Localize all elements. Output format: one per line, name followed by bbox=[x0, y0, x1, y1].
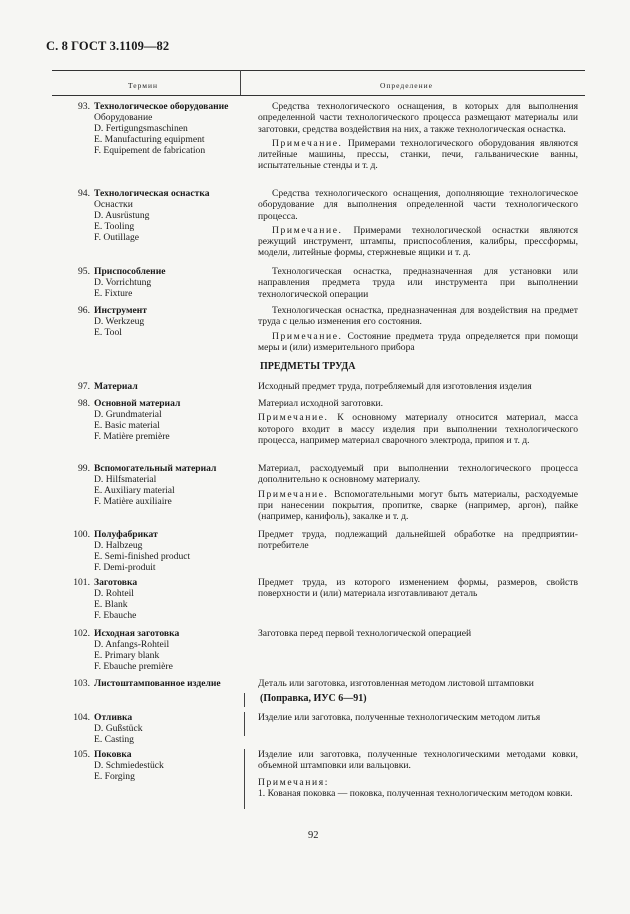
term-foreign: F. Equipement de fabrication bbox=[94, 145, 206, 156]
definition-text: Изделие или заготовка, полученные технологическими методами ковки, объемной штамповки или вальцовки. bbox=[258, 749, 578, 772]
term-foreign: D. Fertigungsmaschinen bbox=[94, 123, 188, 134]
definition-note: Примечание. Состояние предмета труда определяется при помощи меры и (или) измерительного прибора bbox=[258, 330, 578, 353]
column-header-definition: Определение bbox=[380, 81, 433, 90]
term-foreign: D. Schmiedestück bbox=[94, 760, 164, 771]
term-entry-102 bbox=[68, 628, 240, 672]
margin-mark bbox=[244, 749, 248, 809]
term-number: 101. bbox=[73, 577, 90, 588]
definition-text: Исходный предмет труда, потребляемый для изготовления изделия bbox=[258, 381, 532, 392]
margin-mark bbox=[244, 712, 248, 736]
term-foreign: F. Matière première bbox=[94, 431, 170, 442]
term-number: 94. bbox=[78, 188, 90, 199]
definition-note: Примечания: 1. Кованая поковка — поковка, полученная технологическим методом ковки. bbox=[258, 776, 573, 799]
term-foreign: E. Forging bbox=[94, 771, 135, 782]
term-name: Вспомогательный материал bbox=[94, 463, 217, 474]
margin-mark bbox=[244, 693, 248, 707]
table-top-rule bbox=[52, 70, 585, 71]
term-entry-97 bbox=[68, 381, 240, 392]
term-foreign: D. Anfangs-Rohteil bbox=[94, 639, 170, 650]
definition-98 bbox=[258, 398, 578, 446]
term-foreign: E. Tool bbox=[94, 327, 122, 338]
term-entry-100 bbox=[68, 529, 240, 573]
term-number: 96. bbox=[78, 305, 90, 316]
definition-text: Материал, расходуемый при выполнении технологического процесса дополнительно к основному материалу. bbox=[258, 463, 578, 486]
definition-text: Технологическая оснастка, предназначенная для воздействия на предмет труда с целью изменения его состояния. bbox=[258, 305, 578, 328]
definition-95 bbox=[258, 266, 578, 300]
term-name: Основной материал bbox=[94, 398, 181, 409]
definition-102 bbox=[258, 628, 578, 639]
term-foreign: E. Semi-finished product bbox=[94, 551, 191, 562]
term-foreign: E. Fixture bbox=[94, 288, 133, 299]
term-name: Инструмент bbox=[94, 305, 147, 316]
term-foreign: F. Demi-produit bbox=[94, 562, 156, 573]
term-synonym: Оборудование bbox=[94, 112, 153, 123]
definition-text: Предмет труда, из которого изменением формы, размеров, свойств поверхности и (или) материала изготавливают деталь bbox=[258, 577, 578, 600]
term-foreign: F. Ebauche première bbox=[94, 661, 173, 672]
term-foreign: F. Matière auxiliaire bbox=[94, 496, 172, 507]
definition-text: Средства технологического оснащения, дополняющие технологическое оборудование для выполнения определенной части технологического процесса. bbox=[258, 188, 578, 222]
page-header: С. 8 ГОСТ 3.1109—82 bbox=[46, 39, 170, 53]
definition-99 bbox=[258, 463, 578, 522]
term-entry-103 bbox=[68, 678, 240, 689]
definition-note: Примечание. Примерами технологического оборудования являются литейные машины, прессы, станки, печи, гальванические ванны, испытательные стенды и т. д. bbox=[258, 137, 578, 172]
term-foreign: D. Ausrüstung bbox=[94, 210, 150, 221]
definition-96 bbox=[258, 305, 578, 353]
term-name: Листоштампованное изделие bbox=[94, 678, 221, 689]
term-number: 105. bbox=[73, 749, 90, 760]
term-foreign: E. Tooling bbox=[94, 221, 135, 232]
definition-note: Примечание. Вспомогательными могут быть материалы, расходуемые при нанесении покрытия, пропитке, сварке (например, аргон), пайке (например, канифоль), закалке и т. д. bbox=[258, 488, 578, 523]
term-foreign: E. Manufacturing equipment bbox=[94, 134, 205, 145]
term-entry-93 bbox=[68, 101, 240, 156]
term-entry-104 bbox=[68, 712, 240, 745]
term-foreign: D. Gußstück bbox=[94, 723, 143, 734]
term-name: Технологическое оборудование bbox=[94, 101, 229, 112]
term-name: Поковка bbox=[94, 749, 132, 760]
term-foreign: E. Auxiliary material bbox=[94, 485, 175, 496]
term-number: 102. bbox=[73, 628, 90, 639]
term-foreign: E. Casting bbox=[94, 734, 134, 745]
term-foreign: D. Hilfsmaterial bbox=[94, 474, 157, 485]
term-foreign: D. Halbzeug bbox=[94, 540, 143, 551]
definition-text: Изделие или заготовка, полученные технологическим методом литья bbox=[258, 712, 541, 723]
definition-note: Примечание. Примерами технологической оснастки являются режущий инструмент, штампы, приспособления, калибры, прессформы, модели, литейные формы, стержневые ящики и т. д. bbox=[258, 224, 578, 259]
term-entry-101 bbox=[68, 577, 240, 621]
definition-97 bbox=[258, 381, 578, 392]
definition-103 bbox=[258, 678, 578, 689]
column-header-term: Термин bbox=[128, 81, 159, 90]
term-name: Технологическая оснастка bbox=[94, 188, 210, 199]
term-entry-96 bbox=[68, 305, 240, 338]
term-foreign: E. Blank bbox=[94, 599, 128, 610]
term-number: 103. bbox=[73, 678, 90, 689]
definition-105 bbox=[258, 749, 578, 799]
term-name: Материал bbox=[94, 381, 138, 392]
page-number: 92 bbox=[308, 830, 319, 841]
term-entry-99 bbox=[68, 463, 240, 507]
definition-text: Деталь или заготовка, изготовленная методом листовой штамповки bbox=[258, 678, 534, 689]
term-foreign: F. Ebauche bbox=[94, 610, 137, 621]
term-name: Отливка bbox=[94, 712, 133, 723]
definition-100 bbox=[258, 529, 578, 552]
definition-104 bbox=[258, 712, 578, 723]
column-divider bbox=[240, 70, 241, 95]
term-number: 98. bbox=[78, 398, 90, 409]
term-entry-94 bbox=[68, 188, 240, 243]
definition-text: Заготовка перед первой технологической операцией bbox=[258, 628, 472, 639]
term-entry-105 bbox=[68, 749, 240, 782]
term-foreign: F. Outillage bbox=[94, 232, 140, 243]
table-header-rule bbox=[52, 95, 585, 96]
definition-text: Средства технологического оснащения, в которых для выполнения определенной части технологического процесса размещают материалы или заготовки, средства воздействия на них, а также технологическая оснастка. bbox=[258, 101, 578, 135]
term-number: 95. bbox=[78, 266, 90, 277]
term-number: 100. bbox=[73, 529, 90, 540]
amendment-note: (Поправка, ИУС 6—91) bbox=[260, 693, 367, 704]
term-number: 97. bbox=[78, 381, 90, 392]
term-foreign: D. Vorrichtung bbox=[94, 277, 152, 288]
term-foreign: D. Rohteil bbox=[94, 588, 134, 599]
term-name: Полуфабрикат bbox=[94, 529, 158, 540]
section-title: ПРЕДМЕТЫ ТРУДА bbox=[260, 361, 356, 372]
definition-text: Материал исходной заготовки. bbox=[258, 398, 384, 409]
definition-text: Технологическая оснастка, предназначенная для установки или направления предмета труда или инструмента при выполнении технологической операции bbox=[258, 266, 578, 300]
definition-note: Примечание. К основному материалу относится материал, масса которого входит в массу изделия при выполнении технологического процесса, например материал сварочного электрода, припоя и т. д. bbox=[258, 412, 578, 446]
definition-93 bbox=[258, 101, 578, 172]
term-number: 99. bbox=[78, 463, 90, 474]
term-number: 93. bbox=[78, 101, 90, 112]
term-foreign: E. Primary blank bbox=[94, 650, 160, 661]
term-name: Приспособление bbox=[94, 266, 166, 277]
definition-101 bbox=[258, 577, 578, 600]
term-synonym: Оснастки bbox=[94, 199, 133, 210]
term-entry-95 bbox=[68, 266, 240, 299]
term-name: Заготовка bbox=[94, 577, 138, 588]
definition-text: Предмет труда, подлежащий дальнейшей обработке на предприятии-потребителе bbox=[258, 529, 578, 552]
term-foreign: D. Grundmaterial bbox=[94, 409, 162, 420]
definition-94 bbox=[258, 188, 578, 259]
term-number: 104. bbox=[73, 712, 90, 723]
term-name: Исходная заготовка bbox=[94, 628, 180, 639]
term-foreign: D. Werkzeug bbox=[94, 316, 145, 327]
term-entry-98 bbox=[68, 398, 240, 442]
term-foreign: E. Basic material bbox=[94, 420, 160, 431]
